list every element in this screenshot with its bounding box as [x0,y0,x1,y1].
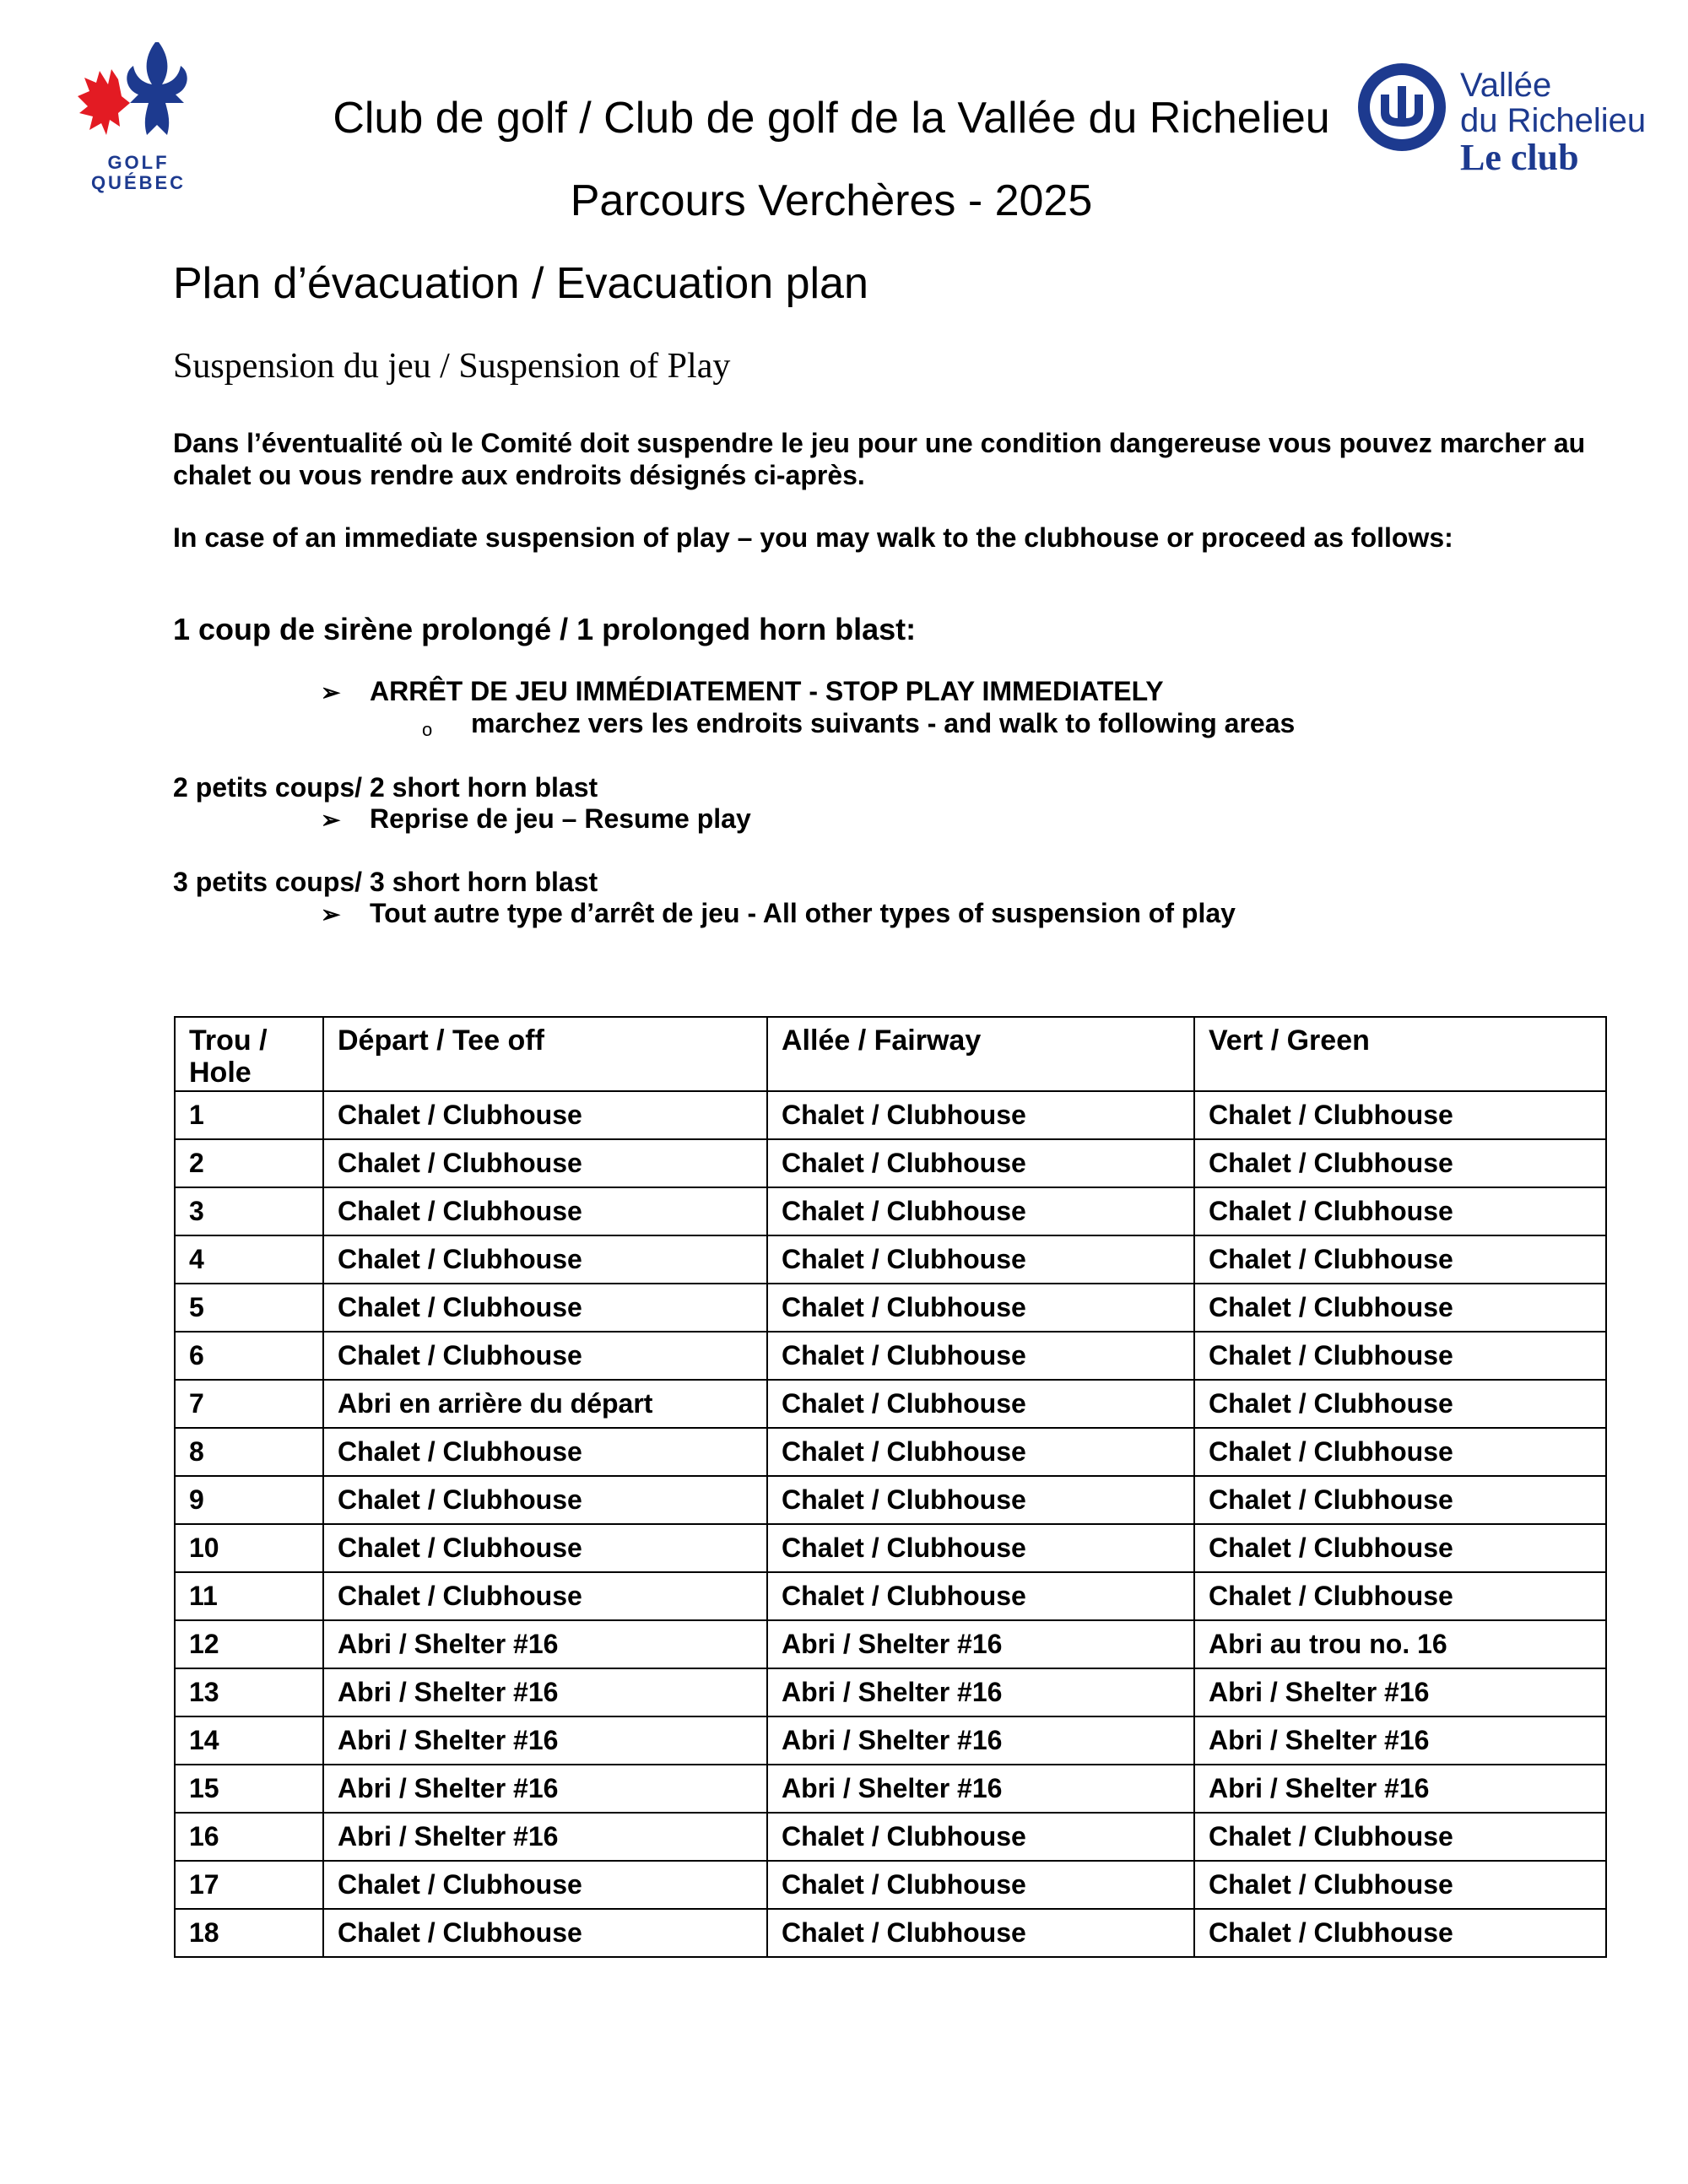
evacuation-table [174,1016,1607,1958]
cell-tee: Abri / Shelter #16 [323,1813,767,1861]
cell-hole: 9 [175,1476,323,1524]
table-row [175,1332,1606,1380]
cell-fairway: Chalet / Clubhouse [767,1187,1194,1235]
cell-fairway: Chalet / Clubhouse [767,1091,1194,1139]
cell-green: Chalet / Clubhouse [1194,1476,1606,1524]
header-hole-line2: Hole [189,1057,252,1089]
cell-hole: 6 [175,1332,323,1380]
table-row [175,1428,1606,1476]
signal-1-sub-bullet-text: marchez vers les endroits suivants - and walk to following areas [471,708,1296,738]
logo-golf-text: GOLF [107,152,170,173]
cell-hole: 17 [175,1861,323,1909]
signal-3-heading: 3 petits coups/ 3 short horn blast [173,867,598,897]
cell-fairway: Chalet / Clubhouse [767,1572,1194,1620]
cell-green: Chalet / Clubhouse [1194,1139,1606,1187]
cell-fairway: Chalet / Clubhouse [767,1476,1194,1524]
cell-fairway: Chalet / Clubhouse [767,1380,1194,1428]
cell-green: Chalet / Clubhouse [1194,1380,1606,1428]
cell-hole: 11 [175,1572,323,1620]
cell-green: Abri / Shelter #16 [1194,1716,1606,1765]
cell-tee: Chalet / Clubhouse [323,1909,767,1957]
cell-tee: Abri / Shelter #16 [323,1716,767,1765]
table-row [175,1765,1606,1813]
cell-tee: Chalet / Clubhouse [323,1187,767,1235]
club-emblem-icon [1355,61,1448,154]
table-row [175,1235,1606,1284]
logo-richelieu-text: du Richelieu [1460,102,1647,139]
signal-2-heading: 2 petits coups/ 2 short horn blast [173,772,598,803]
cell-fairway: Chalet / Clubhouse [767,1909,1194,1957]
cell-tee: Chalet / Clubhouse [323,1091,767,1139]
cell-green: Chalet / Clubhouse [1194,1284,1606,1332]
cell-tee: Chalet / Clubhouse [323,1428,767,1476]
table-row [175,1572,1606,1620]
cell-green: Chalet / Clubhouse [1194,1187,1606,1235]
cell-fairway: Abri / Shelter #16 [767,1668,1194,1716]
logo-quebec-text: QUÉBEC [90,172,187,193]
cell-green: Chalet / Clubhouse [1194,1861,1606,1909]
circle-bullet-icon: o [422,719,433,740]
cell-fairway: Chalet / Clubhouse [767,1235,1194,1284]
table-row [175,1716,1606,1765]
page-subtitle: Parcours Verchères - 2025 [570,176,1093,225]
logo-vallee-text: Vallée [1460,67,1552,104]
signal-1-bullet-text: ARRÊT DE JEU IMMÉDIATEMENT - STOP PLAY IMMEDIATELY [370,676,1164,706]
cell-tee: Chalet / Clubhouse [323,1235,767,1284]
table-row [175,1620,1606,1668]
cell-hole: 10 [175,1524,323,1572]
cell-hole: 3 [175,1187,323,1235]
table-row [175,1476,1606,1524]
cell-tee: Chalet / Clubhouse [323,1284,767,1332]
golf-quebec-logo [71,35,206,196]
cell-green: Abri au trou no. 16 [1194,1620,1606,1668]
cell-fairway: Chalet / Clubhouse [767,1284,1194,1332]
table-header-row [175,1017,1606,1091]
cell-tee: Abri / Shelter #16 [323,1765,767,1813]
cell-fairway: Chalet / Clubhouse [767,1139,1194,1187]
cell-green: Chalet / Clubhouse [1194,1091,1606,1139]
cell-hole: 12 [175,1620,323,1668]
cell-hole: 14 [175,1716,323,1765]
cell-fairway: Abri / Shelter #16 [767,1716,1194,1765]
page-title: Club de golf / Club de golf de la Vallée du Richelieu [333,94,1330,143]
header-hole-line1: Trou / [189,1024,268,1057]
maple-fleur-icon [71,35,206,149]
table-row [175,1091,1606,1139]
table-row [175,1524,1606,1572]
cell-tee: Chalet / Clubhouse [323,1476,767,1524]
cell-hole: 5 [175,1284,323,1332]
cell-fairway: Chalet / Clubhouse [767,1428,1194,1476]
cell-tee: Abri en arrière du départ [323,1380,767,1428]
cell-tee: Abri / Shelter #16 [323,1668,767,1716]
signal-1-heading: 1 coup de sirène prolongé / 1 prolonged horn blast: [173,612,917,646]
signal-3-bullet-text: Tout autre type d’arrêt de jeu - All other types of suspension of play [370,898,1236,928]
cell-hole: 2 [175,1139,323,1187]
table-row [175,1284,1606,1332]
cell-hole: 7 [175,1380,323,1428]
cell-green: Abri / Shelter #16 [1194,1765,1606,1813]
cell-green: Chalet / Clubhouse [1194,1332,1606,1380]
cell-green: Abri / Shelter #16 [1194,1668,1606,1716]
cell-hole: 1 [175,1091,323,1139]
header-tee: Départ / Tee off [323,1017,767,1091]
cell-hole: 18 [175,1909,323,1957]
table-row [175,1813,1606,1861]
cell-hole: 13 [175,1668,323,1716]
cell-green: Chalet / Clubhouse [1194,1428,1606,1476]
cell-green: Chalet / Clubhouse [1194,1909,1606,1957]
table-row [175,1380,1606,1428]
intro-english: In case of an immediate suspension of play – you may walk to the clubhouse or proceed as follows: [173,522,1453,553]
table-row [175,1909,1606,1957]
cell-tee: Chalet / Clubhouse [323,1332,767,1380]
cell-green: Chalet / Clubhouse [1194,1235,1606,1284]
header-fairway: Allée / Fairway [767,1017,1194,1091]
table-row [175,1668,1606,1716]
table-row [175,1187,1606,1235]
header-hole [175,1017,323,1091]
cell-green: Chalet / Clubhouse [1194,1813,1606,1861]
arrow-bullet-icon: ➢ [321,901,341,927]
signal-2-bullet-text: Reprise de jeu – Resume play [370,803,751,834]
header-green: Vert / Green [1194,1017,1606,1091]
cell-fairway: Abri / Shelter #16 [767,1620,1194,1668]
cell-tee: Chalet / Clubhouse [323,1861,767,1909]
section-subtitle: Suspension du jeu / Suspension of Play [173,347,731,386]
logo-leclub-text: Le club [1460,137,1579,178]
cell-green: Chalet / Clubhouse [1194,1572,1606,1620]
table-body [175,1091,1606,1957]
table-row [175,1861,1606,1909]
cell-tee: Chalet / Clubhouse [323,1139,767,1187]
cell-fairway: Chalet / Clubhouse [767,1524,1194,1572]
vallee-richelieu-logo [1350,59,1654,186]
cell-hole: 4 [175,1235,323,1284]
cell-fairway: Abri / Shelter #16 [767,1765,1194,1813]
table-row [175,1139,1606,1187]
cell-tee: Chalet / Clubhouse [323,1524,767,1572]
cell-fairway: Chalet / Clubhouse [767,1861,1194,1909]
arrow-bullet-icon: ➢ [321,679,341,705]
cell-fairway: Chalet / Clubhouse [767,1813,1194,1861]
cell-tee: Abri / Shelter #16 [323,1620,767,1668]
arrow-bullet-icon: ➢ [321,807,341,833]
cell-tee: Chalet / Clubhouse [323,1572,767,1620]
cell-hole: 15 [175,1765,323,1813]
cell-hole: 8 [175,1428,323,1476]
cell-green: Chalet / Clubhouse [1194,1524,1606,1572]
section-title: Plan d’évacuation / Evacuation plan [173,259,868,308]
cell-fairway: Chalet / Clubhouse [767,1332,1194,1380]
intro-french: Dans l’éventualité où le Comité doit suspendre le jeu pour une condition dangereuse vous pouvez marcher au chalet ou vous rendre aux endroits désignés ci-après. [173,428,1586,490]
cell-hole: 16 [175,1813,323,1861]
